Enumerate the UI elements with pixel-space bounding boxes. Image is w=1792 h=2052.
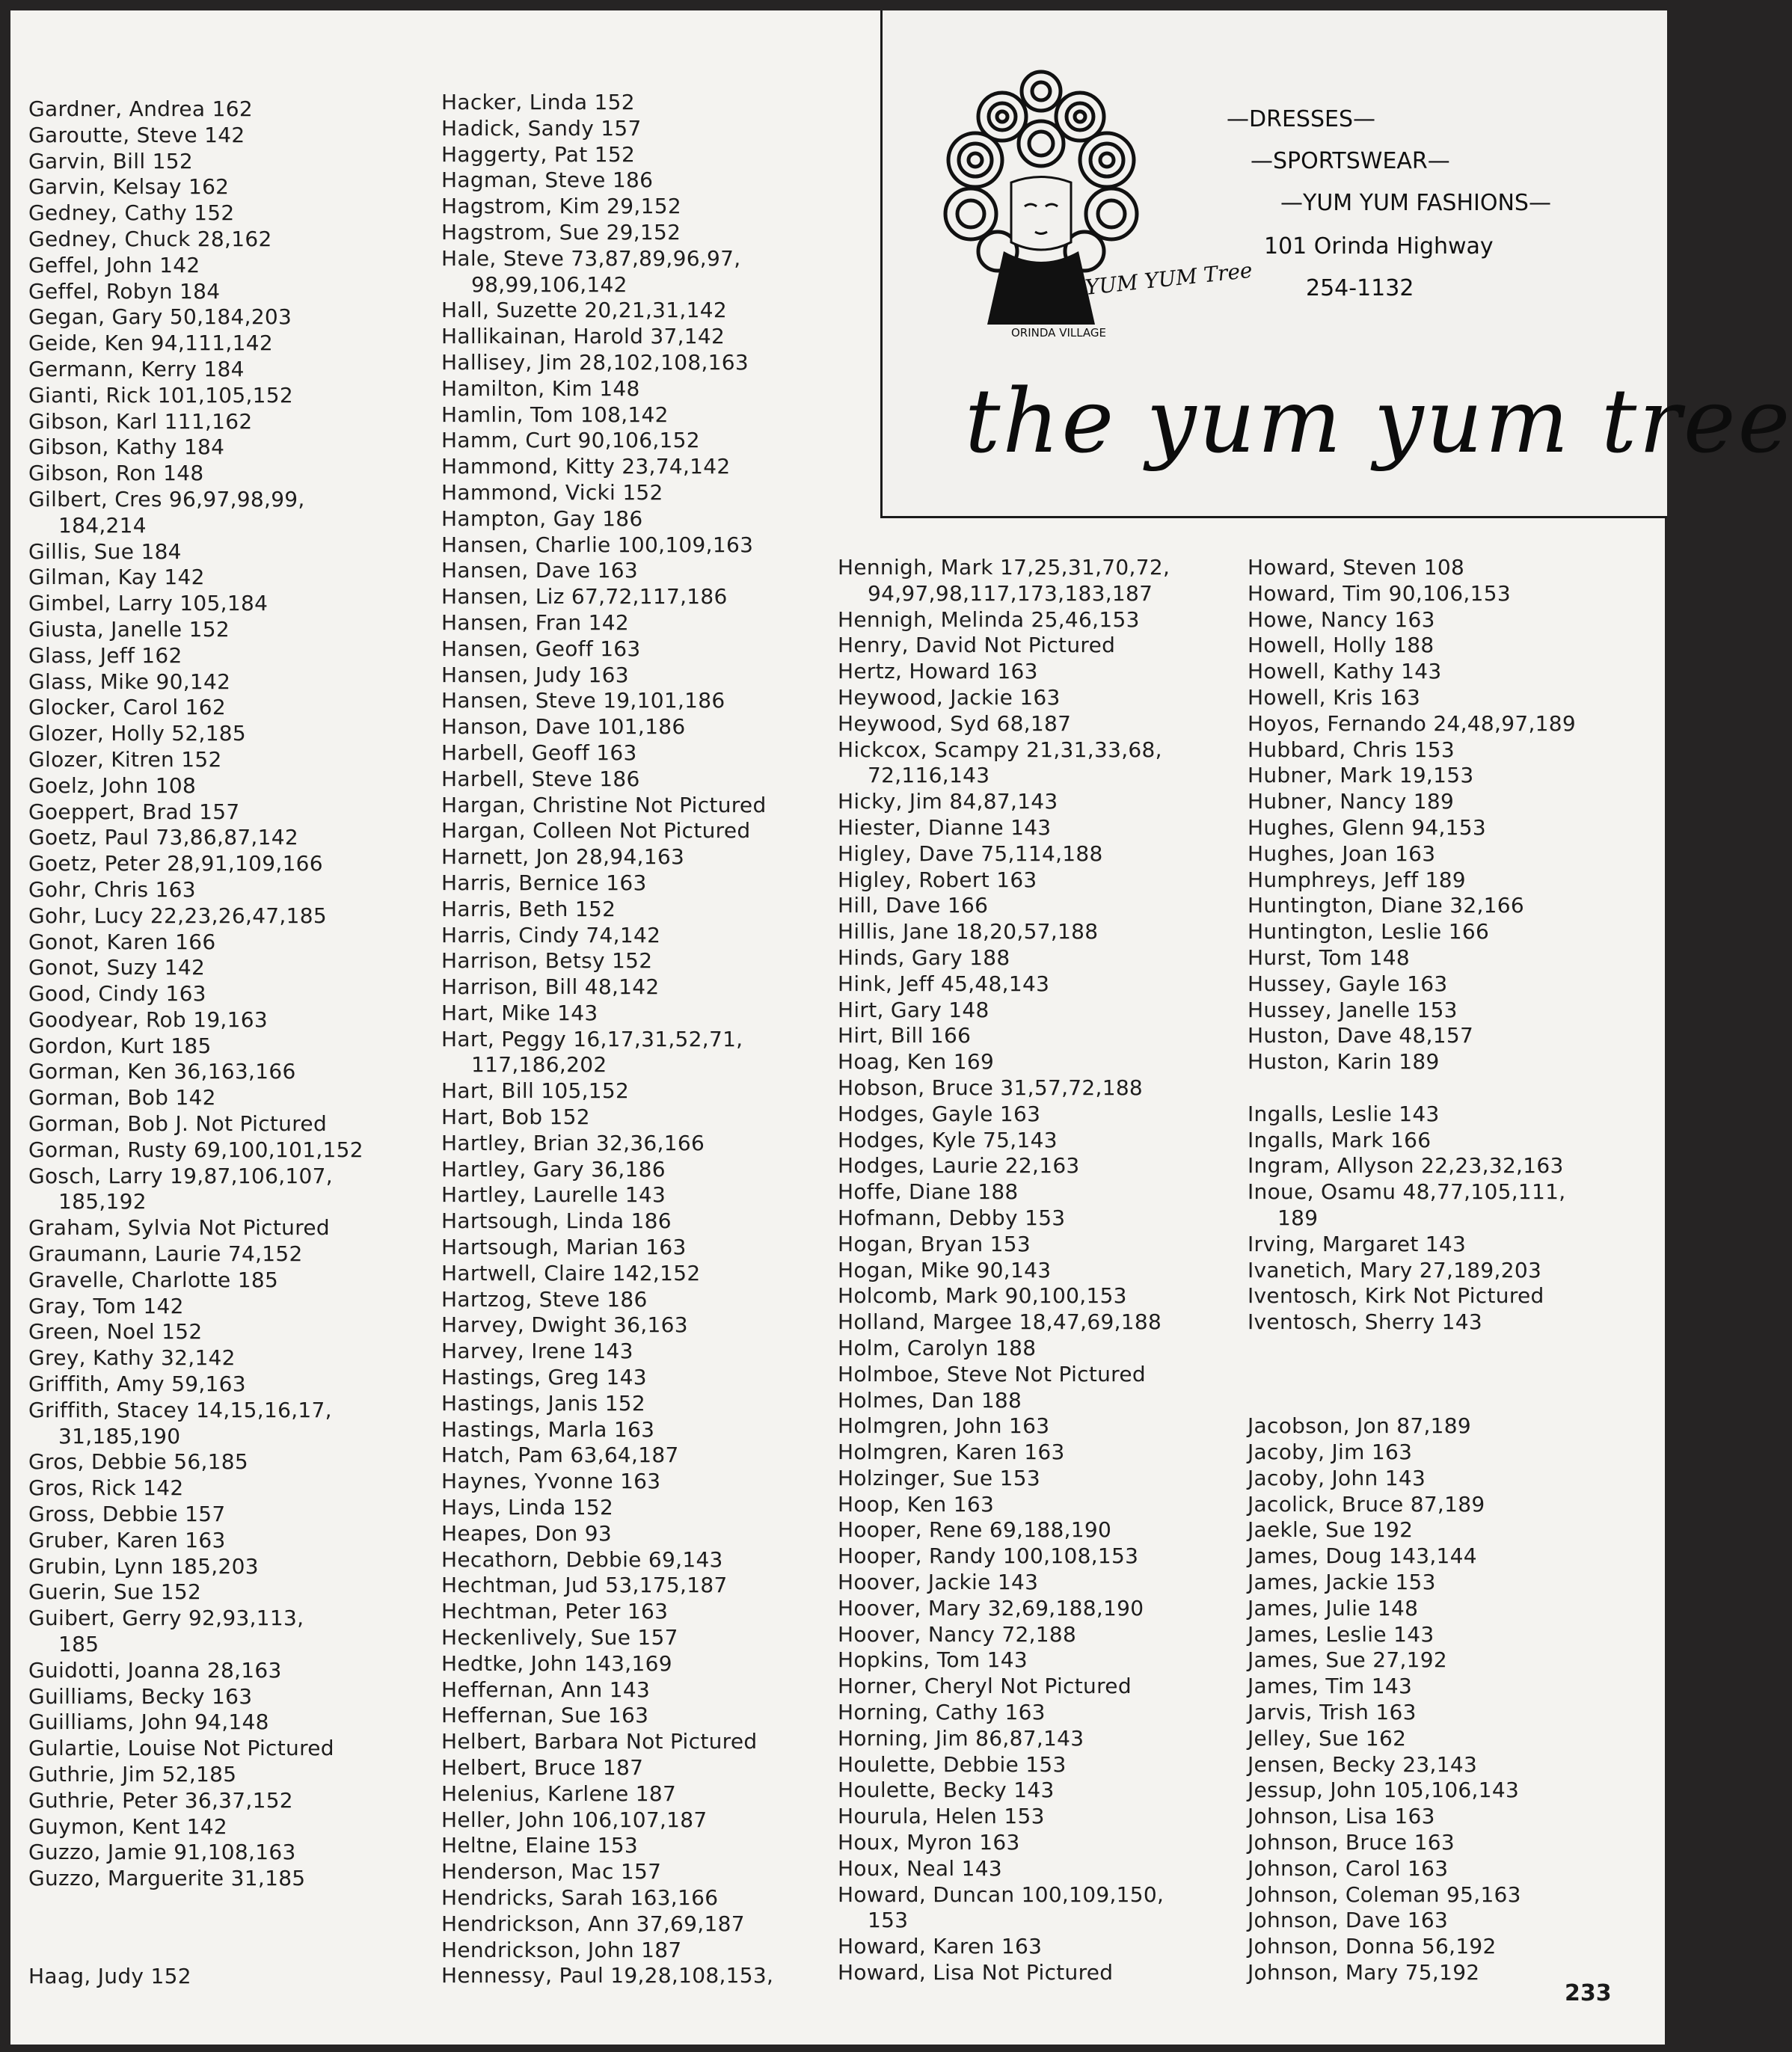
index-entry: Hagstrom, Sue 29,152 <box>441 219 681 245</box>
index-entry: Hinds, Gary 188 <box>838 944 1010 970</box>
index-entry: 185 <box>58 1632 99 1657</box>
index-entry: Jarvis, Trish 163 <box>1248 1700 1417 1725</box>
spacer <box>1248 1075 1576 1102</box>
index-entry: Hansen, Judy 163 <box>441 662 629 687</box>
index-entry: Gibson, Ron 148 <box>28 461 204 486</box>
index-entry: Helenius, Karlene 187 <box>441 1781 677 1806</box>
index-entry: Hertz, Howard 163 <box>838 659 1038 684</box>
index-entry: Gravelle, Charlotte 185 <box>28 1267 279 1292</box>
index-entry: Gorman, Ken 36,163,166 <box>28 1059 296 1084</box>
index-entry: Harris, Cindy 74,142 <box>441 922 661 947</box>
index-entry: Guibert, Gerry 92,93,113, <box>28 1606 304 1631</box>
index-column-g <box>28 96 363 1892</box>
index-entry: Gohr, Lucy 22,23,26,47,185 <box>28 903 327 928</box>
index-entry: Guilliams, John 94,148 <box>28 1710 269 1735</box>
index-entry: Garvin, Bill 152 <box>28 148 193 173</box>
index-entry: Johnson, Lisa 163 <box>1248 1804 1435 1829</box>
index-entry: 185,192 <box>58 1189 147 1214</box>
index-entry: Harvey, Irene 143 <box>441 1339 633 1364</box>
index-entry: Gegan, Gary 50,184,203 <box>28 304 292 330</box>
index-entry: Heltne, Elaine 153 <box>441 1833 638 1858</box>
index-entry: Hart, Bob 152 <box>441 1105 590 1130</box>
index-entry: Hooper, Randy 100,108,153 <box>838 1543 1139 1569</box>
index-entry: Hubner, Mark 19,153 <box>1248 763 1474 788</box>
index-entry: Helbert, Bruce 187 <box>441 1755 644 1780</box>
index-entry: Ingalls, Mark 166 <box>1248 1127 1432 1152</box>
index-entry: James, Leslie 143 <box>1248 1621 1434 1647</box>
index-entry: Holmgren, John 163 <box>838 1413 1050 1439</box>
index-entry: Gross, Debbie 157 <box>28 1502 226 1527</box>
index-entry: 117,186,202 <box>471 1052 607 1078</box>
index-entry: Jelley, Sue 162 <box>1248 1725 1407 1751</box>
index-entry: Glass, Jeff 162 <box>28 642 182 668</box>
index-entry: Holzinger, Sue 153 <box>838 1465 1040 1490</box>
index-entry: Jaekle, Sue 192 <box>1248 1517 1414 1543</box>
index-entry: Jensen, Becky 23,143 <box>1248 1751 1478 1777</box>
index-entry: Hiester, Dianne 143 <box>838 814 1052 840</box>
index-entry: Hussey, Janelle 153 <box>1248 997 1458 1022</box>
index-entry: Goelz, John 108 <box>28 772 197 798</box>
index-entry: Hopkins, Tom 143 <box>838 1647 1028 1673</box>
index-entry: Gibson, Karl 111,162 <box>28 408 253 434</box>
index-entry: Hooper, Rene 69,188,190 <box>838 1517 1112 1543</box>
index-entry: Gardner, Andrea 162 <box>28 96 253 121</box>
index-entry: Hamlin, Tom 108,142 <box>441 402 669 427</box>
index-entry: Heywood, Jackie 163 <box>838 684 1061 710</box>
index-entry: Harrison, Betsy 152 <box>441 948 653 974</box>
index-entry: Hussey, Gayle 163 <box>1248 971 1448 996</box>
index-entry: Hartwell, Claire 142,152 <box>441 1260 701 1285</box>
index-entry: Hodges, Gayle 163 <box>838 1101 1041 1126</box>
index-entry: 31,185,190 <box>58 1423 181 1449</box>
yum-yum-tree-advertisement <box>880 10 1792 518</box>
index-entry: Huntington, Leslie 166 <box>1248 919 1490 944</box>
index-entry: Hedtke, John 143,169 <box>441 1650 672 1676</box>
index-entry: Jacoby, John 143 <box>1248 1465 1426 1490</box>
index-entry: Helbert, Barbara Not Pictured <box>441 1729 758 1754</box>
index-entry: Houlette, Becky 143 <box>838 1778 1055 1803</box>
ad-phone: 254-1132 <box>1306 275 1414 301</box>
index-entry: Garoutte, Steve 142 <box>28 122 245 147</box>
index-entry: Glocker, Carol 162 <box>28 695 227 720</box>
index-entry: Gorman, Bob J. Not Pictured <box>28 1111 328 1137</box>
index-entry: Harris, Beth 152 <box>441 896 616 921</box>
index-entry: Hacker, Linda 152 <box>441 90 635 114</box>
index-page <box>10 10 1792 2045</box>
index-entry: Hofmann, Debby 153 <box>838 1205 1066 1230</box>
index-entry: Hendricks, Sarah 163,166 <box>441 1884 719 1910</box>
index-entry: Heckenlively, Sue 157 <box>441 1625 678 1650</box>
index-entry: Hobson, Bruce 31,57,72,188 <box>838 1075 1144 1100</box>
index-entry: Henry, David Not Pictured <box>838 633 1116 658</box>
index-entry: Huston, Dave 48,157 <box>1248 1023 1474 1048</box>
ad-logo-text: the yum yum tree <box>965 369 1792 473</box>
index-entry: Gillis, Sue 184 <box>28 538 182 564</box>
index-entry: Hodges, Laurie 22,163 <box>838 1153 1080 1179</box>
index-entry: Hubbard, Chris 153 <box>1248 737 1455 762</box>
index-entry: Howard, Lisa Not Pictured <box>838 1960 1114 1985</box>
index-entry: Graham, Sylvia Not Pictured <box>28 1215 330 1241</box>
index-entry: Harbell, Geoff 163 <box>441 740 637 765</box>
index-entry: Humphreys, Jeff 189 <box>1248 867 1466 892</box>
index-entry: Jessup, John 105,106,143 <box>1248 1778 1520 1803</box>
index-entry: Horning, Cathy 163 <box>838 1700 1046 1725</box>
index-entry: Holmgren, Karen 163 <box>838 1440 1065 1465</box>
index-entry: Hagman, Steve 186 <box>441 168 654 193</box>
index-entry: Hansen, Charlie 100,109,163 <box>441 532 754 557</box>
index-entry: Hammond, Vicki 152 <box>441 479 663 505</box>
index-entry: Henderson, Mac 157 <box>441 1859 662 1884</box>
index-entry: Hale, Steve 73,87,89,96,97, <box>441 245 741 271</box>
index-entry: Howard, Tim 90,106,153 <box>1248 580 1511 606</box>
index-entry: Hammond, Kitty 23,74,142 <box>441 454 731 479</box>
index-entry: Higley, Robert 163 <box>838 867 1037 892</box>
index-entry: Gonot, Karen 166 <box>28 929 216 954</box>
index-entry: Heffernan, Sue 163 <box>441 1703 649 1728</box>
index-entry: Huntington, Diane 32,166 <box>1248 893 1525 918</box>
index-entry: Hastings, Greg 143 <box>441 1365 647 1390</box>
index-entry: Guthrie, Jim 52,185 <box>28 1762 237 1787</box>
index-entry: Gorman, Bob 142 <box>28 1085 216 1111</box>
index-entry: Hansen, Liz 67,72,117,186 <box>441 584 728 609</box>
index-entry: Houx, Neal 143 <box>838 1855 1002 1881</box>
index-entry: Hanson, Dave 101,186 <box>441 714 686 740</box>
index-entry: Ingram, Allyson 22,23,32,163 <box>1248 1153 1564 1179</box>
index-entry: Gosch, Larry 19,87,106,107, <box>28 1163 333 1188</box>
index-entry: Heller, John 106,107,187 <box>441 1807 708 1832</box>
index-entry: Hartley, Gary 36,186 <box>441 1156 666 1182</box>
index-entry: Graumann, Laurie 74,152 <box>28 1241 303 1267</box>
ad-line-dresses: —DRESSES— <box>1227 106 1375 132</box>
index-entry: Hicky, Jim 84,87,143 <box>838 789 1058 814</box>
index-entry: Glozer, Kitren 152 <box>28 746 222 772</box>
index-entry: Gedney, Cathy 152 <box>28 200 235 226</box>
index-entry: Higley, Dave 75,114,188 <box>838 841 1103 866</box>
index-entry: Iventosch, Sherry 143 <box>1248 1309 1482 1335</box>
index-entry: Gray, Tom 142 <box>28 1293 184 1318</box>
index-entry: Hoyos, Fernando 24,48,97,189 <box>1248 710 1576 736</box>
index-entry: Hoover, Jackie 143 <box>838 1570 1039 1595</box>
index-entry: Hecathorn, Debbie 69,143 <box>441 1546 723 1572</box>
index-entry: Johnson, Carol 163 <box>1248 1855 1449 1881</box>
index-entry: Hoover, Nancy 72,188 <box>838 1621 1077 1647</box>
index-entry: Hogan, Mike 90,143 <box>838 1257 1052 1282</box>
index-entry: Grey, Kathy 32,142 <box>28 1345 236 1371</box>
index-entry: Hoag, Ken 169 <box>838 1049 995 1075</box>
index-entry: Hart, Bill 105,152 <box>441 1078 630 1104</box>
page-number: 233 <box>1565 1980 1612 2006</box>
index-entry: Hechtman, Peter 163 <box>441 1599 669 1624</box>
index-entry: Houx, Myron 163 <box>838 1830 1020 1855</box>
index-entry: Geffel, Robyn 184 <box>28 278 221 304</box>
index-entry: Heapes, Don 93 <box>441 1520 612 1546</box>
index-entry: Gordon, Kurt 185 <box>28 1033 212 1058</box>
index-entry: Hallisey, Jim 28,102,108,163 <box>441 349 749 375</box>
index-entry: Gilbert, Cres 96,97,98,99, <box>28 486 305 512</box>
index-entry: Jacobson, Jon 87,189 <box>1248 1413 1471 1439</box>
index-entry: Hadick, Sandy 157 <box>441 115 642 141</box>
index-entry: Houlette, Debbie 153 <box>838 1751 1067 1777</box>
index-entry: Gorman, Rusty 69,100,101,152 <box>28 1137 363 1162</box>
index-entry: Howard, Karen 163 <box>838 1934 1043 1959</box>
index-entry: Iventosch, Kirk Not Pictured <box>1248 1283 1544 1309</box>
index-entry: Hoop, Ken 163 <box>838 1491 995 1517</box>
index-entry: Hartsough, Marian 163 <box>441 1235 687 1260</box>
index-entry: Hansen, Steve 19,101,186 <box>441 688 725 713</box>
index-entry: Hickcox, Scampy 21,31,33,68, <box>838 737 1162 762</box>
index-entry: Harris, Bernice 163 <box>441 870 647 895</box>
index-entry: Hoffe, Diane 188 <box>838 1179 1019 1205</box>
index-entry: Geffel, John 142 <box>28 252 200 277</box>
index-entry: Hagstrom, Kim 29,152 <box>441 194 681 219</box>
index-entry: Harrison, Bill 48,142 <box>441 974 660 1000</box>
index-entry: Jacoby, Jim 163 <box>1248 1440 1413 1465</box>
index-entry: Hansen, Fran 142 <box>441 609 629 635</box>
index-entry: Holcomb, Mark 90,100,153 <box>838 1283 1127 1309</box>
index-entry: Heffernan, Ann 143 <box>441 1677 651 1702</box>
index-column-h2 <box>838 555 1170 1986</box>
index-entry: Griffith, Stacey 14,15,16,17, <box>28 1397 332 1422</box>
index-entry: Hays, Linda 152 <box>441 1495 614 1520</box>
index-entry: Guzzo, Marguerite 31,185 <box>28 1866 306 1891</box>
index-entry: Hart, Mike 143 <box>441 1000 598 1025</box>
girl-illustration <box>929 48 1254 340</box>
index-entry: Howe, Nancy 163 <box>1248 606 1435 632</box>
index-entry: Grubin, Lynn 185,203 <box>28 1553 259 1579</box>
index-entry: Horner, Cheryl Not Pictured <box>838 1674 1132 1699</box>
index-entry: Hampton, Gay 186 <box>441 506 643 531</box>
index-entry: Johnson, Coleman 95,163 <box>1248 1881 1521 1907</box>
index-entry: Goetz, Peter 28,91,109,166 <box>28 851 323 876</box>
index-entry: Gonot, Suzy 142 <box>28 955 206 980</box>
index-entry: Harbell, Steve 186 <box>441 766 640 791</box>
index-entry: James, Doug 143,144 <box>1248 1543 1477 1569</box>
index-entry: Haynes, Yvonne 163 <box>441 1469 661 1494</box>
index-entry: James, Sue 27,192 <box>1248 1647 1448 1673</box>
index-entry: Holmboe, Steve Not Pictured <box>838 1361 1146 1386</box>
index-entry: Hartsough, Linda 186 <box>441 1208 672 1234</box>
index-entry: Hughes, Glenn 94,153 <box>1248 814 1487 840</box>
spacer <box>1248 1388 1576 1414</box>
index-entry: Hargan, Christine Not Pictured <box>441 792 767 817</box>
ad-line-sportswear: —SPORTSWEAR— <box>1251 148 1450 174</box>
index-entry: Howard, Duncan 100,109,150, <box>838 1881 1165 1907</box>
index-entry: Gohr, Chris 163 <box>28 876 196 902</box>
index-entry: Haggerty, Pat 152 <box>441 141 636 167</box>
index-entry: Hart, Peggy 16,17,31,52,71, <box>441 1026 743 1051</box>
index-column-h1 <box>441 90 773 1989</box>
index-entry: Gedney, Chuck 28,162 <box>28 226 272 251</box>
index-entry: Hendrickson, John 187 <box>441 1937 682 1962</box>
index-entry: Hink, Jeff 45,48,143 <box>838 971 1050 996</box>
index-entry: Geide, Ken 94,111,142 <box>28 331 273 356</box>
index-entry: Hendrickson, Ann 37,69,187 <box>441 1911 745 1936</box>
index-entry: Hurst, Tom 148 <box>1248 944 1410 970</box>
index-entry: Howell, Holly 188 <box>1248 633 1434 658</box>
index-entry: Hogan, Bryan 153 <box>838 1231 1031 1256</box>
index-entry: 94,97,98,117,173,183,187 <box>868 580 1153 606</box>
index-entry: 184,214 <box>58 512 147 538</box>
index-column-g-bottom <box>28 1964 191 1990</box>
index-entry: 72,116,143 <box>868 763 990 788</box>
index-entry: Hastings, Janis 152 <box>441 1390 646 1416</box>
index-column-hij <box>1248 555 1576 1986</box>
index-entry: Hastings, Marla 163 <box>441 1416 655 1442</box>
index-entry: Guthrie, Peter 36,37,152 <box>28 1787 293 1813</box>
index-entry: Hatch, Pam 63,64,187 <box>441 1443 679 1468</box>
index-entry: Hillis, Jane 18,20,57,188 <box>838 919 1099 944</box>
index-entry: Hamilton, Kim 148 <box>441 375 640 401</box>
index-entry: Hartley, Brian 32,36,166 <box>441 1130 705 1155</box>
index-entry: Giusta, Janelle 152 <box>28 616 230 642</box>
index-entry: Goetz, Paul 73,86,87,142 <box>28 825 298 850</box>
index-entry: Gilman, Kay 142 <box>28 565 205 590</box>
index-entry: James, Julie 148 <box>1248 1595 1419 1621</box>
index-entry: Howard, Steven 108 <box>1248 555 1465 580</box>
index-entry: Heywood, Syd 68,187 <box>838 710 1072 736</box>
index-entry: Hennessy, Paul 19,28,108,153, <box>441 1963 774 1988</box>
index-entry: Green, Noel 152 <box>28 1319 203 1345</box>
index-entry: Goeppert, Brad 157 <box>28 799 240 824</box>
index-entry: Harvey, Dwight 36,163 <box>441 1312 688 1338</box>
index-entry: Hargan, Colleen Not Pictured <box>441 818 751 844</box>
ad-address: 101 Orinda Highway <box>1264 233 1494 259</box>
art-subcaption: ORINDA VILLAGE <box>1011 326 1107 340</box>
index-entry: Ivanetich, Mary 27,189,203 <box>1248 1257 1542 1282</box>
index-entry: 153 <box>868 1908 909 1933</box>
index-entry: Holmes, Dan 188 <box>838 1387 1022 1413</box>
index-entry: Inoue, Osamu 48,77,105,111, <box>1248 1179 1566 1205</box>
index-entry: James, Tim 143 <box>1248 1674 1413 1699</box>
index-entry: Guerin, Sue 152 <box>28 1579 202 1605</box>
index-entry: Germann, Kerry 184 <box>28 356 245 381</box>
index-entry: 98,99,106,142 <box>471 271 627 297</box>
index-entry: Hill, Dave 166 <box>838 893 989 918</box>
index-entry: James, Jackie 153 <box>1248 1570 1436 1595</box>
index-entry: Holland, Margee 18,47,69,188 <box>838 1309 1162 1335</box>
index-entry: Gros, Rick 142 <box>28 1475 184 1501</box>
index-entry: Hansen, Dave 163 <box>441 558 638 583</box>
index-entry: Gruber, Karen 163 <box>28 1527 226 1552</box>
index-entry: Hartzog, Steve 186 <box>441 1286 648 1312</box>
index-entry: Hirt, Gary 148 <box>838 997 989 1022</box>
index-entry: Gibson, Kathy 184 <box>28 434 225 460</box>
index-entry: Ingalls, Leslie 143 <box>1248 1101 1440 1126</box>
index-entry: Hartley, Laurelle 143 <box>441 1182 666 1208</box>
index-entry: Hourula, Helen 153 <box>838 1804 1045 1829</box>
index-entry: Glass, Mike 90,142 <box>28 669 231 694</box>
index-entry: Hall, Suzette 20,21,31,142 <box>441 298 727 323</box>
index-entry: Johnson, Dave 163 <box>1248 1908 1449 1933</box>
index-entry: Gianti, Rick 101,105,152 <box>28 382 294 408</box>
index-entry: Guzzo, Jamie 91,108,163 <box>28 1840 296 1865</box>
index-entry: Goodyear, Rob 19,163 <box>28 1007 268 1032</box>
index-entry: Johnson, Donna 56,192 <box>1248 1934 1497 1959</box>
index-entry: Hubner, Nancy 189 <box>1248 789 1455 814</box>
index-entry: Guidotti, Joanna 28,163 <box>28 1657 282 1683</box>
index-entry: Gulartie, Louise Not Pictured <box>28 1736 334 1761</box>
index-entry: Garvin, Kelsay 162 <box>28 174 230 200</box>
index-entry: Hodges, Kyle 75,143 <box>838 1127 1058 1152</box>
index-entry: Hechtman, Jud 53,175,187 <box>441 1573 728 1598</box>
index-entry: Huston, Karin 189 <box>1248 1049 1440 1075</box>
index-entry: Hansen, Geoff 163 <box>441 636 641 661</box>
index-entry: Hennigh, Mark 17,25,31,70,72, <box>838 555 1170 580</box>
index-entry: Howell, Kathy 143 <box>1248 659 1442 684</box>
index-entry: Guymon, Kent 142 <box>28 1813 228 1839</box>
index-entry: Irving, Margaret 143 <box>1248 1231 1467 1256</box>
index-entry: Harnett, Jon 28,94,163 <box>441 844 685 870</box>
spacer <box>1248 1362 1576 1388</box>
spacer <box>1248 1336 1576 1362</box>
index-entry: Griffith, Amy 59,163 <box>28 1371 246 1397</box>
index-entry: 189 <box>1277 1205 1319 1230</box>
index-entry: Jacolick, Bruce 87,189 <box>1248 1491 1485 1517</box>
index-entry: Gimbel, Larry 105,184 <box>28 591 269 616</box>
index-entry: Hamm, Curt 90,106,152 <box>441 428 700 453</box>
index-entry: Good, Cindy 163 <box>28 981 206 1007</box>
index-entry: Holm, Carolyn 188 <box>838 1335 1037 1360</box>
index-entry: Hughes, Joan 163 <box>1248 841 1436 866</box>
index-entry: Howell, Kris 163 <box>1248 684 1421 710</box>
index-entry: Glozer, Holly 52,185 <box>28 721 247 746</box>
art-caption: YUM YUM Tree <box>1084 257 1254 300</box>
index-entry: Johnson, Mary 75,192 <box>1248 1960 1480 1985</box>
index-entry: Hirt, Bill 166 <box>838 1023 972 1048</box>
index-entry: Hennigh, Melinda 25,46,153 <box>838 606 1140 632</box>
index-entry: Hoover, Mary 32,69,188,190 <box>838 1595 1144 1621</box>
index-entry: Haag, Judy 152 <box>28 1964 191 1988</box>
index-entry: Guilliams, Becky 163 <box>28 1683 253 1709</box>
index-entry: Johnson, Bruce 163 <box>1248 1830 1455 1855</box>
ad-line-fashions: —YUM YUM FASHIONS— <box>1280 190 1551 216</box>
index-entry: Hallikainan, Harold 37,142 <box>441 324 725 349</box>
index-entry: Gros, Debbie 56,185 <box>28 1449 249 1475</box>
index-entry: Horning, Jim 86,87,143 <box>838 1725 1084 1751</box>
